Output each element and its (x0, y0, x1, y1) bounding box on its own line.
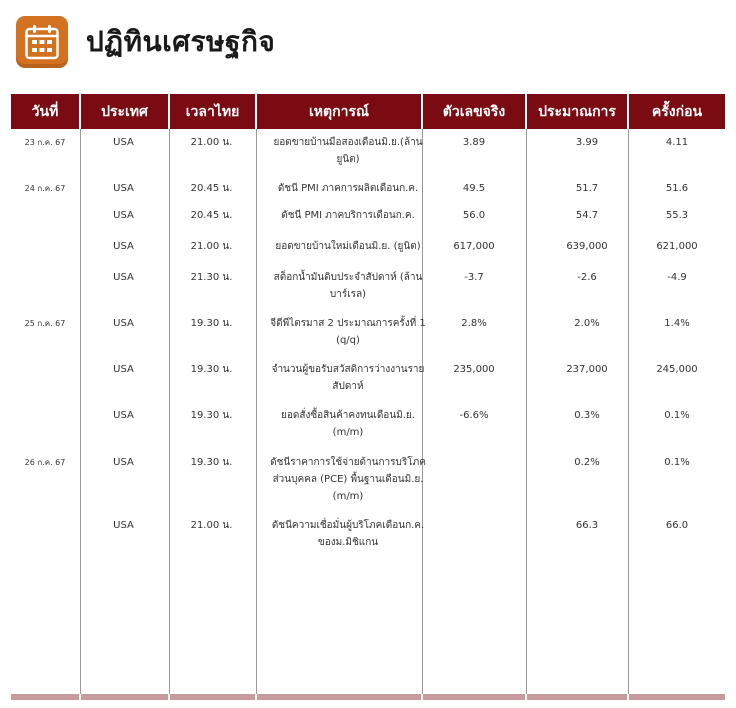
cell-previous: 4.11 (665, 137, 689, 148)
table-footer-bar (257, 694, 421, 700)
column-divider (256, 129, 257, 694)
cell-country: USA (113, 410, 134, 421)
cell-event: ยอดขายบ้านมือสองเดือนมิ.ย.(ล้านยูนิต) (273, 137, 423, 165)
cell-time: 21.00 น. (190, 241, 233, 252)
cell-time: 21.00 น. (190, 520, 233, 531)
cell-country: USA (113, 457, 134, 468)
cell-forecast: 0.3% (574, 410, 600, 421)
cell-previous: 0.1% (664, 410, 690, 421)
cell-actual: 235,000 (453, 364, 495, 375)
page-title: ปฏิทินเศรษฐกิจ (86, 25, 276, 58)
cell-country: USA (113, 183, 134, 194)
cell-time: 19.30 น. (190, 457, 233, 468)
cell-time: 19.30 น. (190, 318, 233, 329)
cell-country: USA (113, 210, 134, 221)
cell-event: ดัชนีความเชื่อมั่นผู้บริโภคเดือนก.ค. ของม.มิชิแกน (271, 520, 425, 548)
cell-forecast: 0.2% (574, 457, 600, 468)
table-footer-bar (527, 694, 627, 700)
cell-forecast: 51.7 (575, 183, 599, 194)
cell-previous: 55.3 (665, 210, 689, 221)
header-previous: ครั้งก่อน (629, 94, 725, 129)
cell-event: ดัชนี PMI ภาคการผลิตเดือนก.ค. (277, 183, 419, 194)
cell-country: USA (113, 318, 134, 329)
cell-actual: -3.7 (464, 272, 484, 283)
cell-time: 20.45 น. (190, 183, 233, 194)
cell-previous: 66.0 (665, 520, 689, 531)
cell-forecast: 66.3 (575, 520, 599, 531)
cell-country: USA (113, 241, 134, 252)
header-forecast: ประมาณการ (527, 94, 627, 129)
table-footer-bar (11, 694, 79, 700)
cell-actual: 617,000 (453, 241, 495, 252)
cell-event: ยอดสั่งซื้อสินค้าคงทนเดือนมิ.ย.(m/m) (281, 410, 415, 438)
cell-event: ดัชนีราคาการใช้จ่ายด้านการบริโภคส่วนบุคคล (PCE) พื้นฐานเดือนมิ.ย. (m/m) (270, 457, 426, 502)
cell-previous: -4.9 (667, 272, 687, 283)
cell-country: USA (113, 520, 134, 531)
cell-country: USA (113, 272, 134, 283)
cell-event: จำนวนผู้ขอรับสวัสดิการว่างงานรายสัปดาห์ (271, 364, 425, 392)
cell-time: 19.30 น. (190, 410, 233, 421)
cell-time: 20.45 น. (190, 210, 233, 221)
table-footer-bar (170, 694, 255, 700)
cell-date: 25 ก.ค. 67 (24, 319, 66, 328)
cell-date: 23 ก.ค. 67 (24, 138, 66, 147)
cell-actual: 49.5 (462, 183, 486, 194)
calendar-icon (16, 16, 68, 68)
table-footer-bar (629, 694, 725, 700)
cell-event: จีดีพีไตรมาส 2 ประมาณการครั้งที่ 1 (q/q) (270, 318, 426, 346)
cell-actual: 3.89 (462, 137, 486, 148)
cell-time: 19.30 น. (190, 364, 233, 375)
header-event: เหตุการณ์ (257, 94, 421, 129)
cell-forecast: -2.6 (577, 272, 597, 283)
cell-previous: 51.6 (665, 183, 689, 194)
cell-country: USA (113, 364, 134, 375)
table-footer-bar (81, 694, 168, 700)
header-country: ประเทศ (81, 94, 168, 129)
cell-forecast: 54.7 (575, 210, 599, 221)
cell-date: 24 ก.ค. 67 (24, 184, 66, 193)
cell-country: USA (113, 137, 134, 148)
header-actual: ตัวเลขจริง (423, 94, 525, 129)
cell-forecast: 3.99 (575, 137, 599, 148)
cell-event: สต็อกน้ำมันดิบประจำสัปดาห์ (ล้านบาร์เรล) (273, 272, 423, 300)
cell-actual: -6.6% (459, 410, 489, 421)
page-header (16, 14, 275, 70)
cell-time: 21.30 น. (190, 272, 233, 283)
cell-event: ดัชนี PMI ภาคบริการเดือนก.ค. (281, 210, 415, 221)
cell-actual: 2.8% (461, 318, 487, 329)
economic-calendar-table (11, 94, 725, 700)
cell-forecast: 639,000 (566, 241, 608, 252)
cell-forecast: 2.0% (574, 318, 600, 329)
header-time: เวลาไทย (170, 94, 255, 129)
cell-forecast: 237,000 (566, 364, 608, 375)
cell-event: ยอดขายบ้านใหม่เดือนมิ.ย. (ยูนิต) (275, 241, 421, 252)
cell-previous: 1.4% (664, 318, 690, 329)
cell-previous: 621,000 (656, 241, 698, 252)
cell-previous: 0.1% (664, 457, 690, 468)
cell-previous: 245,000 (656, 364, 698, 375)
cell-time: 21.00 น. (190, 137, 233, 148)
table-footer-bar (423, 694, 525, 700)
cell-date: 26 ก.ค. 67 (24, 458, 66, 467)
cell-actual: 56.0 (462, 210, 486, 221)
header-date: วันที่ (11, 94, 79, 129)
